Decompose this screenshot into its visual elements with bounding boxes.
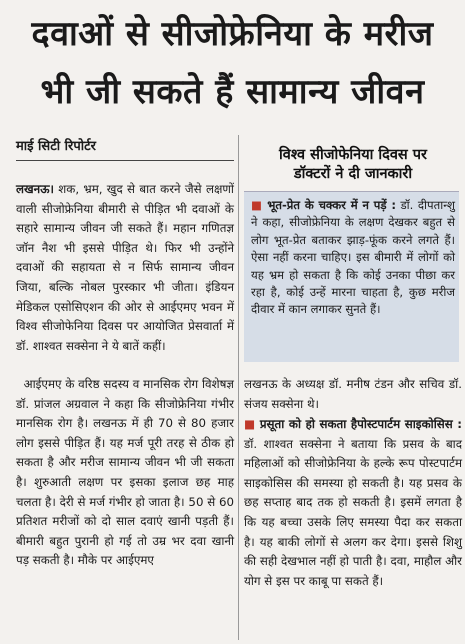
headline-line-1: दवाओं से सीजोफ्रेनिया के मरीज <box>31 14 434 54</box>
box-text: डॉ. दीपतान्शु ने कहा, सीजोफ्रेनिया के लक्षण देखकर बहुत से लोग भूत-प्रेत बताकर झाड़-फूंक करने लगते हैं। ऐसा नहीं करना चाहिए। इस बीमारी में लोगों को यह भ्रम हो सकता है कि कोई उनका पीछा कर रहा है, कोई उन्हें मारना चाहता है, कुछ मरीज दीवार में कान लगाकर सुनते हैं। <box>251 198 455 317</box>
square-bullet-icon: ■ <box>244 417 256 431</box>
box-paragraph <box>244 192 459 319</box>
article-paragraph-2 <box>16 375 234 571</box>
headline-line-2: भी जी सकते हैं सामान्य जीवन <box>40 72 425 112</box>
box-lead: भूत-प्रेत के चक्कर में न पड़ें : <box>267 198 396 212</box>
article-paragraph-3 <box>244 375 462 414</box>
paragraph-1-text: शक, भ्रम, खुद से बात करने जैसे लक्षणों वाली सीजोफ्रेनिया बीमारी से पीड़ित भी दवाओं के सहारे सामान्य जीवन जी सकते हैं। महान गणितज्ञ जॉन नैश भी इससे पीड़ित थे। फिर भी उन्होंने दवाओं की सहायता से न सिर्फ सामान्य जीवन जिया, बल्कि नोबल पुरस्कार भी जीता। इंडियन मेडिकल एसोसिएशन की ओर से आईएमए भवन में विश्व सीजोफेनिया दिवस पर आयोजित प्रेसवार्ता में डॉ. शाश्वत सक्सेना ने ये बातें कहीं। <box>16 182 234 353</box>
dateline: लखनऊ। <box>16 182 54 196</box>
byline: माई सिटी रिपोर्टर <box>16 139 96 154</box>
paragraph-2-text: आईएमए के वरिष्ठ सदस्य व मानसिक रोग विशेषज्ञ डॉ. प्रांजल अग्रवाल ने कहा कि सीजोफ्रेनिया गंभीर मानसिक रोग है। लखनऊ में ही 70 से 80 हजार लोग इससे पीड़ित हैं। यह मर्ज पूरी तरह से ठीक हो सकता है और मरीज सामान्य जीवन भी जी सकता है। शुरुआती लक्षण पर इसका इलाज छह माह चलता है। देरी से मर्ज गंभीर हो जाता है। 50 से 60 प्रतिशत मरीजों को दो साल दवाएं खानी पड़ती हैं। बीमारी बहुत पुरानी हो गई तो उम्र भर दवा खानी पड़ सकती है। मौके पर आईएमए <box>16 377 234 568</box>
paragraph-3-text: लखनऊ के अध्यक्ष डॉ. मनीष टंडन और सचिव डॉ. संजय सक्सेना थे। <box>244 377 462 411</box>
subheading-line-1: विश्व सीजोफेनिया दिवस पर <box>279 147 427 163</box>
paragraph-4-text: डॉ. शाश्वत सक्सेना ने बताया कि प्रसव के बाद महिलाओं को सीजोफ्रेनिया के हल्के रूप पोस्टपार्टम साइकोसिस की समस्या हो सकती है। यह प्रसव के छह सप्ताह बाद तक हो सकती है। इसमें लगता है कि यह बच्चा उसके लिए समस्या पैदा कर सकता है। यह बाकी लोगों से अलग कर देगा। इससे शिशु की सही देखभाल नहीं हो पाती है। दवा, माहौल और योग से इस पर काबू पा सकते हैं। <box>244 436 462 588</box>
highlight-box <box>244 191 459 362</box>
article-paragraph-1 <box>16 180 234 356</box>
byline-rule <box>16 160 234 161</box>
square-bullet-icon: ■ <box>251 198 263 212</box>
headline <box>0 0 465 126</box>
subheading <box>244 146 462 184</box>
subheading-line-2: डॉक्टरों ने दी जानकारी <box>293 166 413 182</box>
article-paragraph-4 <box>244 415 462 591</box>
column-divider <box>238 135 239 640</box>
paragraph-4-lead: प्रसूता को हो सकता हैपोस्टपार्टम साइकोसिस : <box>259 417 462 431</box>
